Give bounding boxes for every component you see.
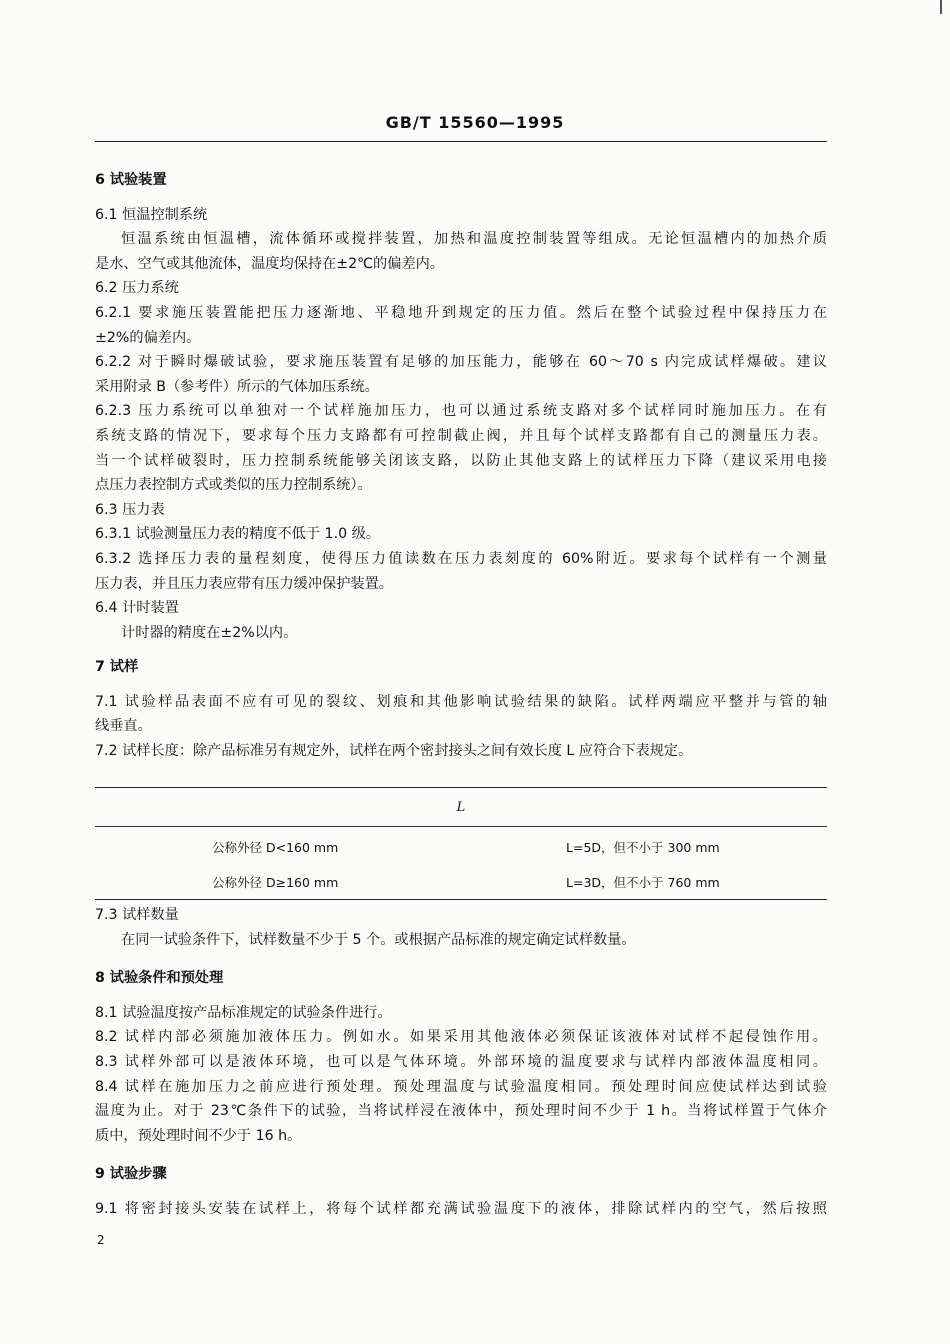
section-6-1-title: 6.1 恒温控制系统 <box>95 206 208 223</box>
section-8-4-line-2: 温度为止。对于 23℃条件下的试验，当将试样浸在液体中，预处理时间不少于 1 h。当将试样置于气体介 <box>95 1103 827 1120</box>
section-8-title: 8 试验条件和预处理 <box>95 970 224 987</box>
section-7-3-text: 在同一试验条件下，试样数量不少于 5 个。或根据产品标准的规定确定试样数量。 <box>121 931 636 948</box>
section-7-3-title: 7.3 试样数量 <box>95 907 179 923</box>
section-8-3: 8.3 试样外部可以是液体环境，也可以是气体环境。外部环境的温度要求与试样内部液体温度相同。 <box>95 1053 827 1070</box>
section-6-1-line-2: 是水、空气或其他流体，温度均保持在±2℃的偏差内。 <box>95 255 444 272</box>
section-6-2-title: 6.2 压力系统 <box>95 280 179 297</box>
section-6-4-text: 计时器的精度在±2%以内。 <box>121 624 298 641</box>
table-row-1-left: 公称外径 D<160 mm <box>212 840 339 855</box>
section-8-4-line-1: 8.4 试样在施加压力之前应进行预处理。预处理温度与试验温度相同。预处理时间应使试样达到试验 <box>95 1078 827 1095</box>
section-6-3-1: 6.3.1 试验测量压力表的精度不低于 1.0 级。 <box>95 526 381 543</box>
section-6-2-3-line-2: 系统支路的情况下，要求每个压力支路都有可控制截止阀，并且每个试样支路都有自己的测量压力表。 <box>95 427 827 444</box>
section-9-title: 9 试验步骤 <box>95 1166 167 1183</box>
table-row-1-right: L=5D，但不小于 300 mm <box>566 840 720 855</box>
standard-number: GB/T 15560—1995 <box>385 113 565 132</box>
section-6-3-2-line-1: 6.3.2 选择压力表的量程刻度，使得压力值读数在压力表刻度的 60%附近。要求每个试样有一个测量 <box>95 550 827 567</box>
section-8-1: 8.1 试验温度按产品标准规定的试验条件进行。 <box>95 1004 392 1021</box>
table-row-2-right: L=3D，但不小于 760 mm <box>566 875 720 890</box>
section-6-1-line-1: 恒温系统由恒温槽，流体循环或搅拌装置，加热和温度控制装置等组成。无论恒温槽内的加热介质 <box>121 231 827 248</box>
section-6-2-1-line-1: 6.2.1 要求施压装置能把压力逐渐地、平稳地升到规定的压力值。然后在整个试验过程中保持压力在 <box>95 304 827 321</box>
table-top-rule <box>95 787 827 788</box>
section-7-title: 7 试样 <box>95 659 139 676</box>
scan-mark <box>940 0 942 14</box>
section-6-title: 6 试验装置 <box>95 172 167 188</box>
document-body <box>95 168 827 764</box>
document-body-continued <box>95 903 827 1222</box>
header-rule <box>95 141 827 142</box>
section-6-3-2-line-2: 压力表，并且压力表应带有压力缓冲保护装置。 <box>95 575 393 592</box>
section-6-2-3-line-3: 当一个试样破裂时，压力控制系统能够关闭该支路，以防止其他支路上的试样压力下降（建议采用电接 <box>95 452 827 469</box>
section-9-1-line-1: 9.1 将密封接头安装在试样上，将每个试样都充满试验温度下的液体，排除试样内的空气，然后按照 <box>95 1200 827 1217</box>
section-6-3-title: 6.3 压力表 <box>95 501 165 518</box>
table-header-rule <box>95 826 827 827</box>
section-8-4-line-3: 质中，预处理时间不少于 16 h。 <box>95 1127 302 1144</box>
section-7-1-line-1: 7.1 试验样品表面不应有可见的裂纹、划痕和其他影响试验结果的缺陷。试样两端应平整并与管的轴 <box>95 693 827 710</box>
section-7-2: 7.2 试样长度：除产品标准另有规定外，试样在两个密封接头之间有效长度 L 应符合下表规定。 <box>95 743 693 760</box>
table-header-L: L <box>456 800 466 815</box>
page-number: 2 <box>97 1233 105 1247</box>
section-6-4-title: 6.4 计时装置 <box>95 600 179 617</box>
section-7-1-line-2: 线垂直。 <box>95 718 152 735</box>
table-row-2-left: 公称外径 D≥160 mm <box>212 875 339 890</box>
section-6-2-2-line-1: 6.2.2 对于瞬时爆破试验，要求施压装置有足够的加压能力，能够在 60～70 s 内完成试样爆破。建议 <box>95 354 827 371</box>
section-8-2: 8.2 试样内部必须施加液体压力。例如水。如果采用其他液体必须保证该液体对试样不起侵蚀作用。 <box>95 1029 827 1046</box>
table-bottom-rule <box>95 899 827 900</box>
section-6-2-3-line-1: 6.2.3 压力系统可以单独对一个试样施加压力，也可以通过系统支路对多个试样同时施加压力。在有 <box>95 403 827 420</box>
section-6-2-3-line-4: 点压力表控制方式或类似的压力控制系统）。 <box>95 477 372 494</box>
section-6-2-1-line-2: ±2%的偏差内。 <box>95 329 201 346</box>
section-6-2-2-line-2: 采用附录 B（参考件）所示的气体加压系统。 <box>95 378 379 395</box>
